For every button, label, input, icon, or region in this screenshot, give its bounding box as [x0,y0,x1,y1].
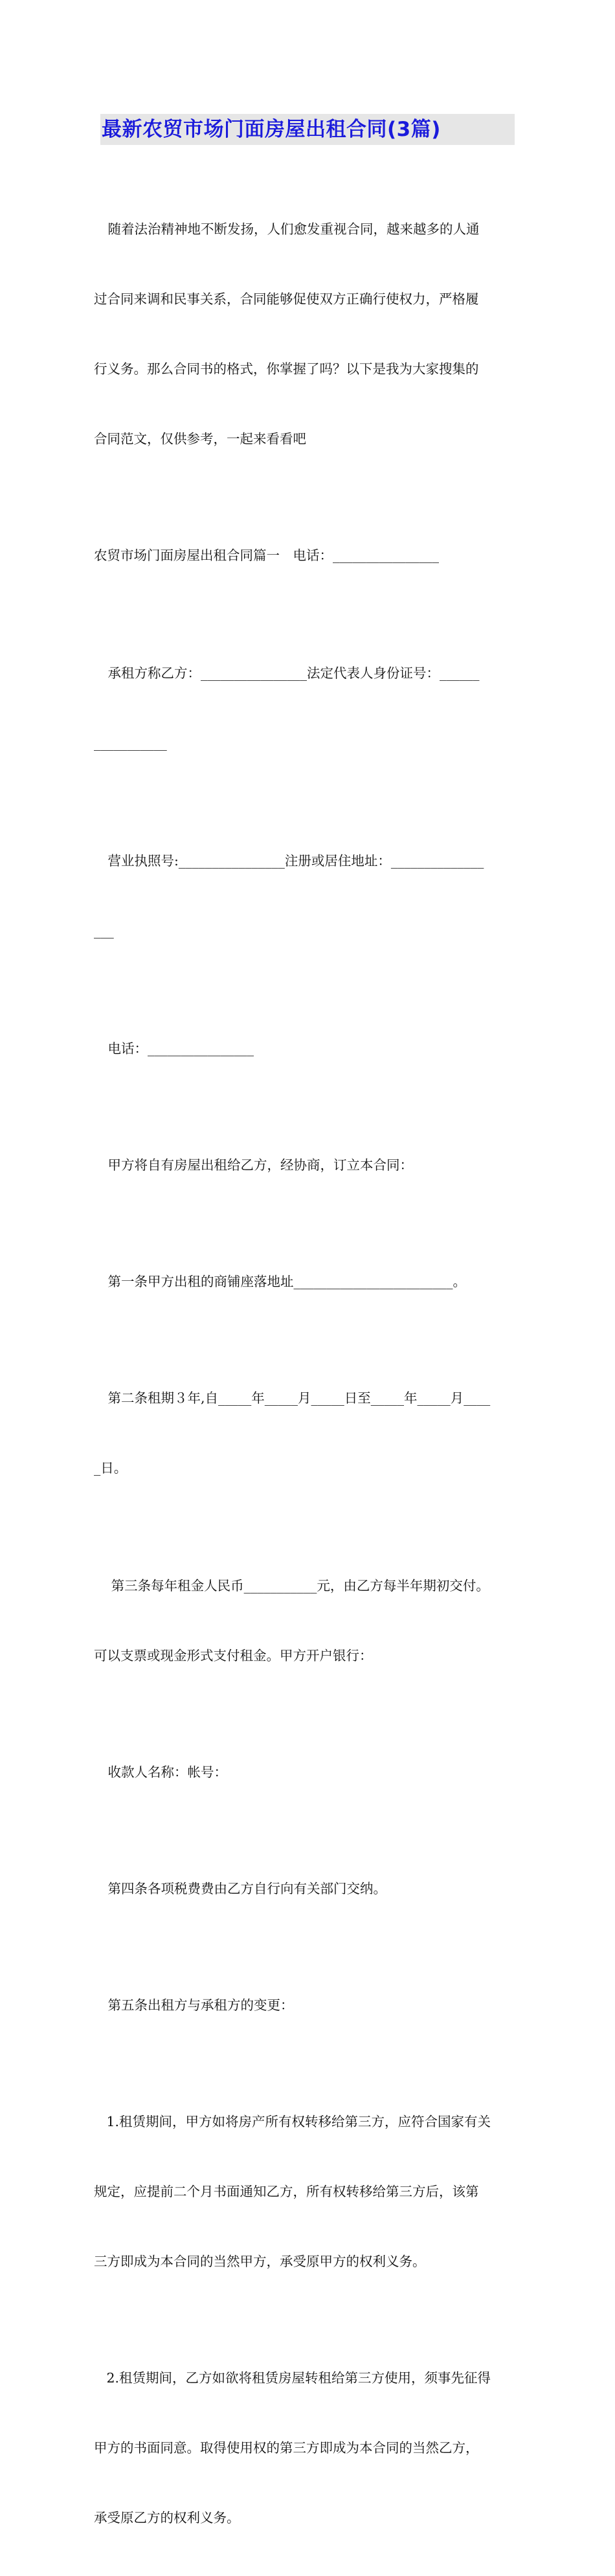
text-line: 收款人名称：帐号： [107,1764,228,1780]
text-line: 第一条甲方出租的商铺座落地址________________________。 [107,1274,467,1289]
text-line: ___ [94,923,114,938]
text-line: 可以支票或现金形式支付租金。甲方开户银行： [94,1648,373,1663]
payee-paragraph [94,1714,526,1830]
article-5 [94,1947,526,2063]
text-line: 电话：________________ [107,1041,254,1056]
intro-paragraph [94,171,526,497]
text-line: 过合同来调和民事关系，合同能够促使双方正确行使权力，严格履 [94,291,479,307]
text-line: 规定，应提前二个月书面通知乙方，所有权转移给第三方后，该第 [94,2184,479,2199]
text-line: 2.租赁期间，乙方如欲将租赁房屋转租给第三方使用，须事先征得 [106,2370,491,2386]
lessee-paragraph [94,615,526,801]
document-title: 最新农贸市场门面房屋出租合同(3篇) [100,114,515,145]
text-line: 农贸市场门面房屋出租合同篇一 电话：________________ [94,548,439,563]
text-line: 甲方将自有房屋出租给乙方，经协商，订立本合同： [107,1157,414,1173]
text-line: 承租方称乙方：________________法定代表人身份证号：______ [107,665,480,681]
item-2 [94,2320,526,2576]
text-line: 营业执照号:________________注册或居住地址：______________ [107,853,484,869]
agreement-paragraph [94,1107,526,1223]
article-3 [94,1527,526,1714]
text-line: 1.租赁期间，甲方如将房产所有权转移给第三方，应符合国家有关 [106,2114,491,2129]
contract-heading-line [94,497,526,614]
article-2 [94,1340,526,1526]
text-line: 第三条每年租金人民币___________元，由乙方每半年期初交付。 [111,1578,489,1593]
text-line: 三方即成为本合同的当然甲方，承受原甲方的权利义务。 [94,2254,426,2269]
text-line: 第四条各项税费费由乙方自行向有关部门交纳。 [107,1881,387,1896]
phone-paragraph [94,990,526,1107]
text-line: 行义务。那么合同书的格式，你掌握了吗？以下是我为大家搜集的 [94,361,479,377]
article-4 [94,1830,526,1947]
document-body [94,171,526,2576]
text-line: 合同范文，仅供参考，一起来看看吧 [94,431,306,447]
text-line: 甲方的书面同意。取得使用权的第三方即成为本合同的当然乙方， [94,2440,479,2456]
text-line: 第二条租期３年,自_____年_____月_____日至_____年_____月____ [107,1390,491,1406]
article-1 [94,1223,526,1340]
license-paragraph [94,803,526,989]
text-line: 承受原乙方的权利义务。 [94,2510,240,2526]
item-1 [94,2063,526,2320]
text-line: 第五条出租方与承租方的变更： [107,1997,294,2013]
text-line: _日。 [94,1460,128,1476]
text-line: 随着法治精神地不断发扬，人们愈发重视合同，越来越多的人通 [107,221,480,237]
text-line: ___________ [94,735,167,751]
